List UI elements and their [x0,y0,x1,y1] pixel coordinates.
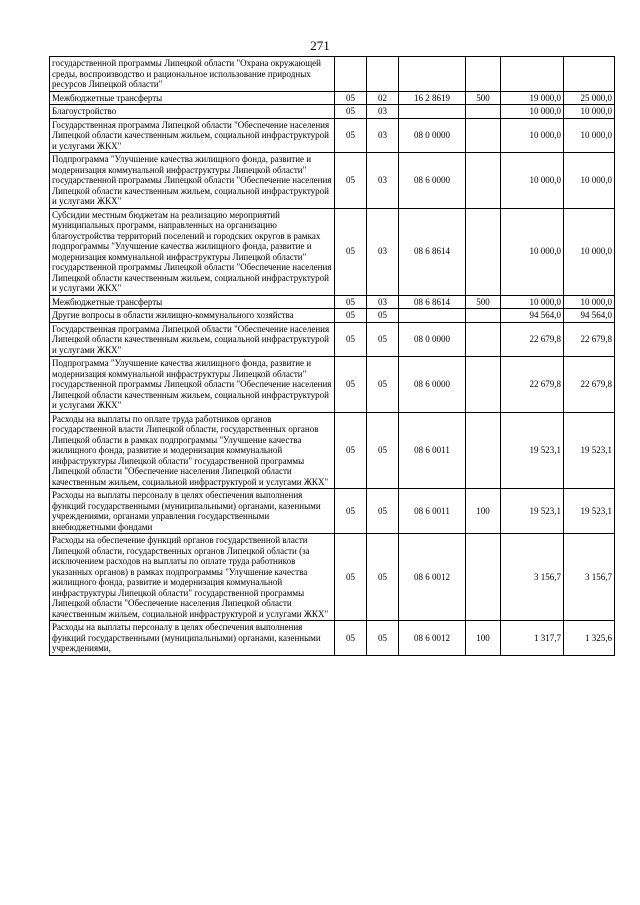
cell-section: 05 [335,105,367,119]
cell-sum-year1 [501,57,564,92]
cell-expense-type [466,322,501,357]
cell-subsection: 03 [367,105,399,119]
cell-name: Другие вопросы в области жилищно-коммунального хозяйства [50,309,335,323]
table-row [50,118,615,153]
cell-sum-year1: 19 523,1 [501,412,564,489]
cell-sum-year1: 22 679,8 [501,322,564,357]
cell-sum-year2: 25 000,0 [564,91,615,105]
cell-target-article: 08 6 8614 [399,208,466,295]
cell-target-article: 08 6 0000 [399,357,466,413]
cell-subsection: 05 [367,412,399,489]
table-row [50,534,615,621]
cell-sum-year2: 10 000,0 [564,105,615,119]
cell-target-article [399,309,466,323]
cell-section: 05 [335,357,367,413]
table-row [50,208,615,295]
cell-expense-type [466,153,501,209]
table-row [50,489,615,534]
cell-sum-year2: 22 679,8 [564,357,615,413]
cell-name: Государственная программа Липецкой области "Обеспечение населения Липецкой области качественным жильем, социальной инфраструктурой и услугами ЖКХ" [50,118,335,153]
cell-sum-year2 [564,57,615,92]
cell-sum-year2: 10 000,0 [564,153,615,209]
cell-sum-year1: 10 000,0 [501,118,564,153]
cell-name: Межбюджетные трансферты [50,295,335,309]
cell-subsection: 05 [367,534,399,621]
cell-subsection: 05 [367,489,399,534]
cell-subsection: 05 [367,357,399,413]
cell-sum-year2: 19 523,1 [564,412,615,489]
cell-sum-year2: 19 523,1 [564,489,615,534]
table-row [50,322,615,357]
cell-target-article: 08 6 0000 [399,153,466,209]
cell-name: Межбюджетные трансферты [50,91,335,105]
cell-section: 05 [335,118,367,153]
cell-subsection: 03 [367,295,399,309]
table-row [50,621,615,656]
cell-target-article [399,57,466,92]
budget-table-body [50,57,615,656]
cell-section: 05 [335,295,367,309]
cell-subsection: 02 [367,91,399,105]
cell-expense-type [466,534,501,621]
cell-expense-type [466,57,501,92]
cell-sum-year1: 19 000,0 [501,91,564,105]
cell-sum-year1: 10 000,0 [501,295,564,309]
cell-section: 05 [335,153,367,209]
cell-sum-year2: 10 000,0 [564,295,615,309]
cell-subsection: 05 [367,621,399,656]
cell-name: Благоустройство [50,105,335,119]
page-number: 271 [310,38,330,53]
cell-target-article: 08 6 0012 [399,621,466,656]
table-row [50,153,615,209]
cell-name: Подпрограмма "Улучшение качества жилищного фонда, развитие и модернизация коммунальной инфраструктуры Липецкой области" государственной программы Липецкой области "Обеспечение населения Липецкой области качественным жильем, социальной инфраструктурой и услугами ЖКХ" [50,153,335,209]
cell-name: Подпрограмма "Улучшение качества жилищного фонда, развитие и модернизация коммунальной инфраструктуры Липецкой области" государственной программы Липецкой области "Обеспечение населения Липецкой области качественным жильем, социальной инфраструктурой и услугами ЖКХ" [50,357,335,413]
cell-expense-type [466,412,501,489]
cell-target-article: 08 6 0011 [399,489,466,534]
cell-expense-type: 100 [466,489,501,534]
cell-sum-year2: 10 000,0 [564,208,615,295]
table-row [50,357,615,413]
cell-section: 05 [335,621,367,656]
cell-subsection: 05 [367,309,399,323]
cell-sum-year1: 94 564,0 [501,309,564,323]
cell-subsection: 03 [367,153,399,209]
cell-sum-year1: 22 679,8 [501,357,564,413]
cell-section [335,57,367,92]
cell-sum-year1: 19 523,1 [501,489,564,534]
cell-subsection [367,57,399,92]
cell-section: 05 [335,309,367,323]
table-row [50,295,615,309]
cell-target-article: 16 2 8619 [399,91,466,105]
cell-sum-year1: 10 000,0 [501,153,564,209]
cell-section: 05 [335,91,367,105]
cell-expense-type [466,105,501,119]
cell-section: 05 [335,534,367,621]
cell-name: Расходы на выплаты персоналу в целях обеспечения выполнения функций государственными (муниципальными) органами, казенными учреждениями, органами управления государственными внебюджетными фондами [50,489,335,534]
cell-name: Субсидии местным бюджетам на реализацию мероприятий муниципальных программ, направленных на организацию благоустройства территорий поселений и городских округов в рамках подпрограммы "Улучшение качества жилищного фонда, развитие и модернизация коммунальной инфраструктуры Липецкой области" государственной программы Липецкой области "Обеспечение населения Липецкой области качественным жильем, социальной инфраструктурой и услугами ЖКХ" [50,208,335,295]
cell-target-article [399,105,466,119]
cell-subsection: 03 [367,118,399,153]
cell-sum-year2: 22 679,8 [564,322,615,357]
cell-name: Расходы на выплаты по оплате труда работников органов государственной власти Липецкой области, государственных органов Липецкой области в рамках подпрограммы "Улучшение качества жилищного фонда, развитие и модернизация коммунальной инфраструктуры Липецкой области" государственной программы Липецкой области "Обеспечение населения Липецкой области качественным жильем, социальной инфраструктурой и услугами ЖКХ" [50,412,335,489]
cell-section: 05 [335,489,367,534]
cell-expense-type [466,309,501,323]
cell-sum-year1: 10 000,0 [501,208,564,295]
cell-name: Государственная программа Липецкой области "Обеспечение населения Липецкой области качественным жильем, социальной инфраструктурой и услугами ЖКХ" [50,322,335,357]
cell-expense-type [466,118,501,153]
cell-section: 05 [335,412,367,489]
cell-sum-year2: 3 156,7 [564,534,615,621]
cell-sum-year1: 1 317,7 [501,621,564,656]
cell-sum-year1: 10 000,0 [501,105,564,119]
cell-subsection: 03 [367,208,399,295]
table-row [50,57,615,92]
cell-expense-type [466,357,501,413]
table-row [50,309,615,323]
cell-expense-type: 100 [466,621,501,656]
table-row [50,105,615,119]
cell-expense-type: 500 [466,91,501,105]
cell-sum-year2: 1 325,6 [564,621,615,656]
table-row [50,412,615,489]
cell-section: 05 [335,322,367,357]
cell-sum-year1: 3 156,7 [501,534,564,621]
cell-subsection: 05 [367,322,399,357]
cell-target-article: 08 6 8614 [399,295,466,309]
cell-target-article: 08 0 0000 [399,118,466,153]
cell-target-article: 08 6 0011 [399,412,466,489]
budget-table [49,56,615,656]
cell-name: Расходы на обеспечение функций органов государственной власти Липецкой области, государственных органов Липецкой области (за исключением расходов на выплаты по оплате труда работников указанных органов) в рамках подпрограммы "Улучшение качества жилищного фонда, развитие и модернизация коммунальной инфраструктуры Липецкой области" государственной программы Липецкой области "Обеспечение населения Липецкой области качественным жильем, социальной инфраструктурой и услугами ЖКХ" [50,534,335,621]
cell-section: 05 [335,208,367,295]
cell-target-article: 08 6 0012 [399,534,466,621]
cell-expense-type [466,208,501,295]
cell-sum-year2: 10 000,0 [564,118,615,153]
cell-name: государственной программы Липецкой области "Охрана окружающей среды, воспроизводство и рациональное использование природных ресурсов Липецкой области" [50,57,335,92]
cell-expense-type: 500 [466,295,501,309]
cell-sum-year2: 94 564,0 [564,309,615,323]
cell-target-article: 08 0 0000 [399,322,466,357]
table-row [50,91,615,105]
cell-name: Расходы на выплаты персоналу в целях обеспечения выполнения функций государственными (муниципальными) органами, казенными учреждениями, [50,621,335,656]
